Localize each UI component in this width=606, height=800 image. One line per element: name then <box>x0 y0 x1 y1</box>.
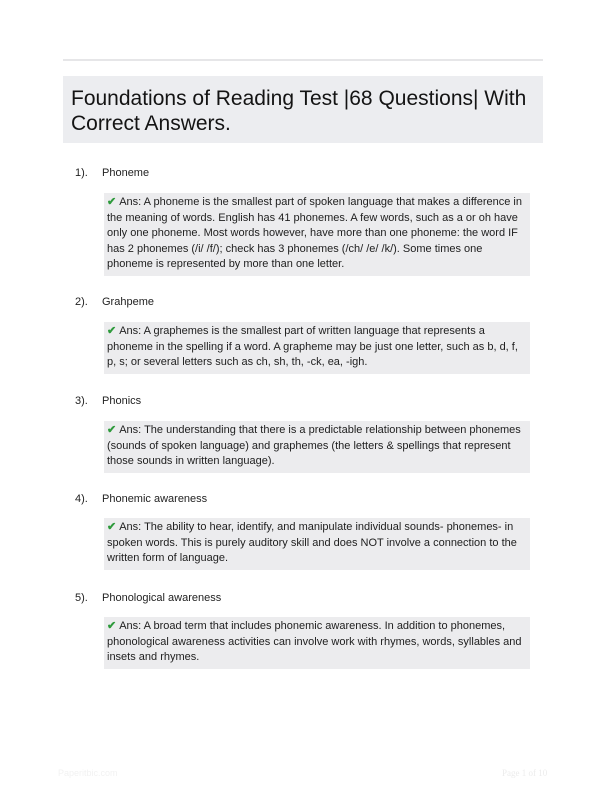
answer-box <box>104 193 530 276</box>
check-icon: ✔ <box>107 521 117 533</box>
check-icon: ✔ <box>107 424 117 436</box>
footer-site-watermark: Paperitbic.com <box>58 768 118 778</box>
question-term: Phonological awareness <box>102 592 222 604</box>
question-term: Phoneme <box>102 167 150 179</box>
check-icon: ✔ <box>107 325 117 337</box>
answer-text: Ans: A phoneme is the smallest part of spoken language that makes a difference in the meaning of words. English has 41 phonemes. A few words, such as a or oh have only one phoneme. Most words however, have more than one phoneme: the word IF has 2 phonemes (/i/ /f/); check has 3 phonemes (/ch/ /e/ /k/). Some times one phoneme is represented by more than one letter. <box>107 196 522 271</box>
answer-box <box>104 518 530 570</box>
check-icon: ✔ <box>107 620 117 632</box>
answer-text: Ans: A graphemes is the smallest part of written language that represents a phoneme in the spelling if a word. A grapheme may be just one letter, such as b, d, f, p, s; or several letters such as ch, sh, th, -ck, ea, -igh. <box>107 325 518 369</box>
title-banner <box>63 76 543 143</box>
check-icon: ✔ <box>107 196 117 208</box>
answer-box <box>104 322 530 374</box>
question-number: 4). <box>75 493 88 505</box>
question-term: Phonics <box>102 395 142 407</box>
question-term: Grahpeme <box>102 296 154 308</box>
question-term: Phonemic awareness <box>102 493 208 505</box>
question-number: 5). <box>75 592 88 604</box>
answer-text: Ans: The ability to hear, identify, and manipulate individual sounds- phonemes- in spoken words. This is purely auditory skill and does NOT involve a connection to the written form of language. <box>107 521 517 565</box>
answer-text: Ans: A broad term that includes phonemic awareness. In addition to phonemes, phonological awareness activities can involve work with rhymes, words, syllables and insets and rhymes. <box>107 620 522 664</box>
answer-box <box>104 617 530 669</box>
question-number: 2). <box>75 296 88 308</box>
answer-text: Ans: The understanding that there is a predictable relationship between phonemes (sounds of spoken language) and graphemes (the letters & spellings that represent those sounds in written language). <box>107 424 521 468</box>
footer-page-number: Page 1 of 10 <box>502 768 548 778</box>
top-divider <box>63 59 543 61</box>
answer-box <box>104 421 530 473</box>
question-number: 3). <box>75 395 88 407</box>
document-title: Foundations of Reading Test |68 Questions| With Correct Answers. <box>71 87 527 135</box>
question-number: 1). <box>75 167 88 179</box>
